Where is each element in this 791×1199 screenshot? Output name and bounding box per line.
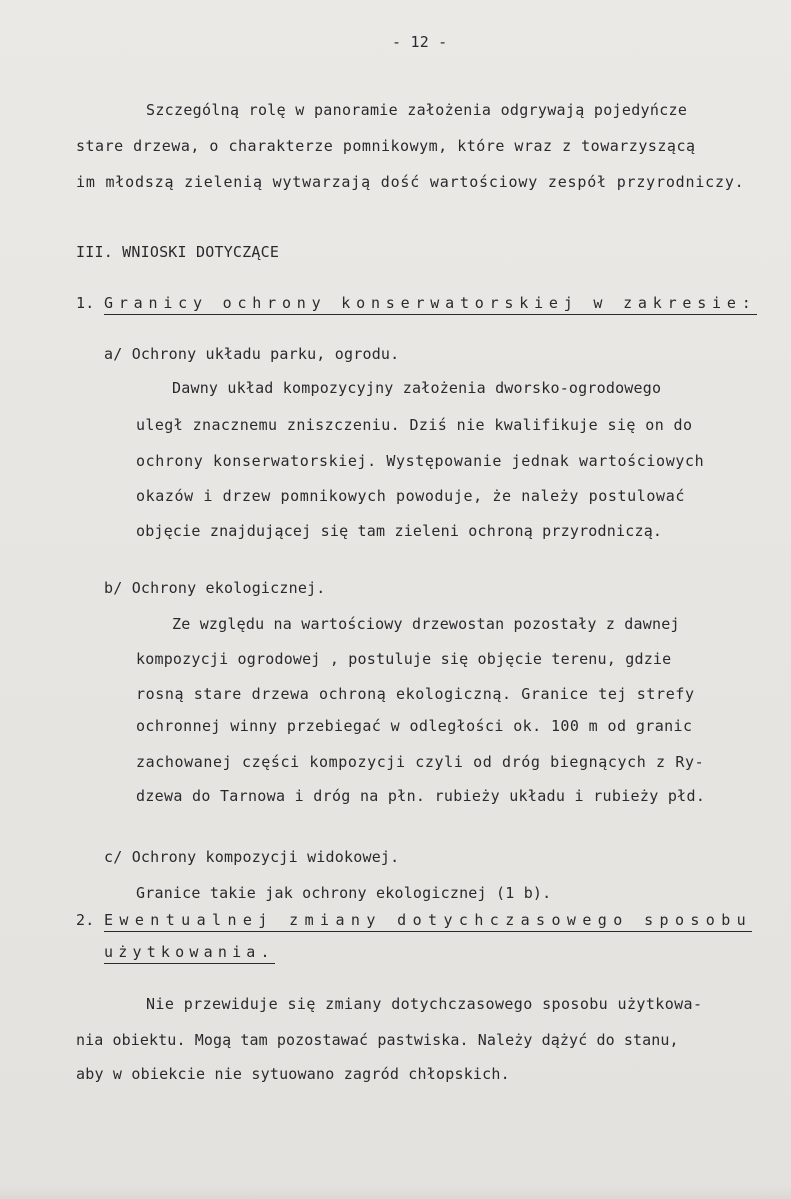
sub-a-line: objęcie znajdującej się tam zieleni ochroną przyrodniczą. <box>136 522 663 540</box>
sub-a-line: okazów i drzew pomnikowych powoduje, że należy postulować <box>136 487 685 505</box>
item-2-title-line1: Ewentualnej zmiany dotychczasowego sposobu <box>104 910 752 932</box>
intro-line: im młodszą zielenią wytwarzają dość wartościowy zespół przyrodniczy. <box>76 173 745 191</box>
sub-c-heading: c/ Ochrony kompozycji widokowej. <box>104 848 400 866</box>
sub-a-heading: a/ Ochrony układu parku, ogrodu. <box>104 345 400 363</box>
page-bottom-edge <box>0 1185 791 1199</box>
sub-b-line: kompozycji ogrodowej , postuluje się objęcie terenu, gdzie <box>136 650 672 668</box>
item-1-title: Granicy ochrony konserwatorskiej w zakresie: <box>104 293 757 315</box>
sub-b-line: Ze względu na wartościowy drzewostan pozostały z dawnej <box>172 615 680 633</box>
sub-a-line: ochrony konserwatorskiej. Występowanie jednak wartościowych <box>136 452 705 470</box>
sub-b-heading: b/ Ochrony ekologicznej. <box>104 579 326 597</box>
sub-c-line: Granice takie jak ochrony ekologicznej (1 b). <box>136 884 552 902</box>
intro-line: stare drzewa, o charakterze pomnikowym, które wraz z towarzyszącą <box>76 137 696 155</box>
sub-a-line: Dawny układ kompozycyjny założenia dworsko-ogrodowego <box>172 379 662 397</box>
section-heading: III. WNIOSKI DOTYCZĄCE <box>76 243 280 261</box>
item-2-number: 2. <box>76 911 95 929</box>
intro-line: Szczególną rolę w panoramie założenia odgrywają pojedyńcze <box>146 101 688 119</box>
closing-line: nia obiektu. Mogą tam pozostawać pastwiska. Należy dążyć do stanu, <box>76 1031 679 1049</box>
sub-b-line: zachowanej części kompozycji czyli od dróg biegnących z Ry- <box>136 753 705 771</box>
sub-a-line: uległ znacznemu zniszczeniu. Dziś nie kwalifikuje się on do <box>136 416 693 434</box>
sub-b-line: ochronnej winny przebiegać w odległości ok. 100 m od granic <box>136 717 693 735</box>
sub-b-line: rosną stare drzewa ochroną ekologiczną. Granice tej strefy <box>136 685 695 703</box>
page-number: - 12 - <box>392 33 448 51</box>
item-2-title-line2: użytkowania. <box>104 942 275 964</box>
sub-b-line: dzewa do Tarnowa i dróg na płn. rubieży układu i rubieży płd. <box>136 787 706 805</box>
item-1-number: 1. <box>76 294 95 312</box>
closing-line: aby w obiekcie nie sytuowano zagród chłopskich. <box>76 1065 510 1083</box>
closing-line: Nie przewiduje się zmiany dotychczasowego sposobu użytkowa- <box>146 995 703 1013</box>
